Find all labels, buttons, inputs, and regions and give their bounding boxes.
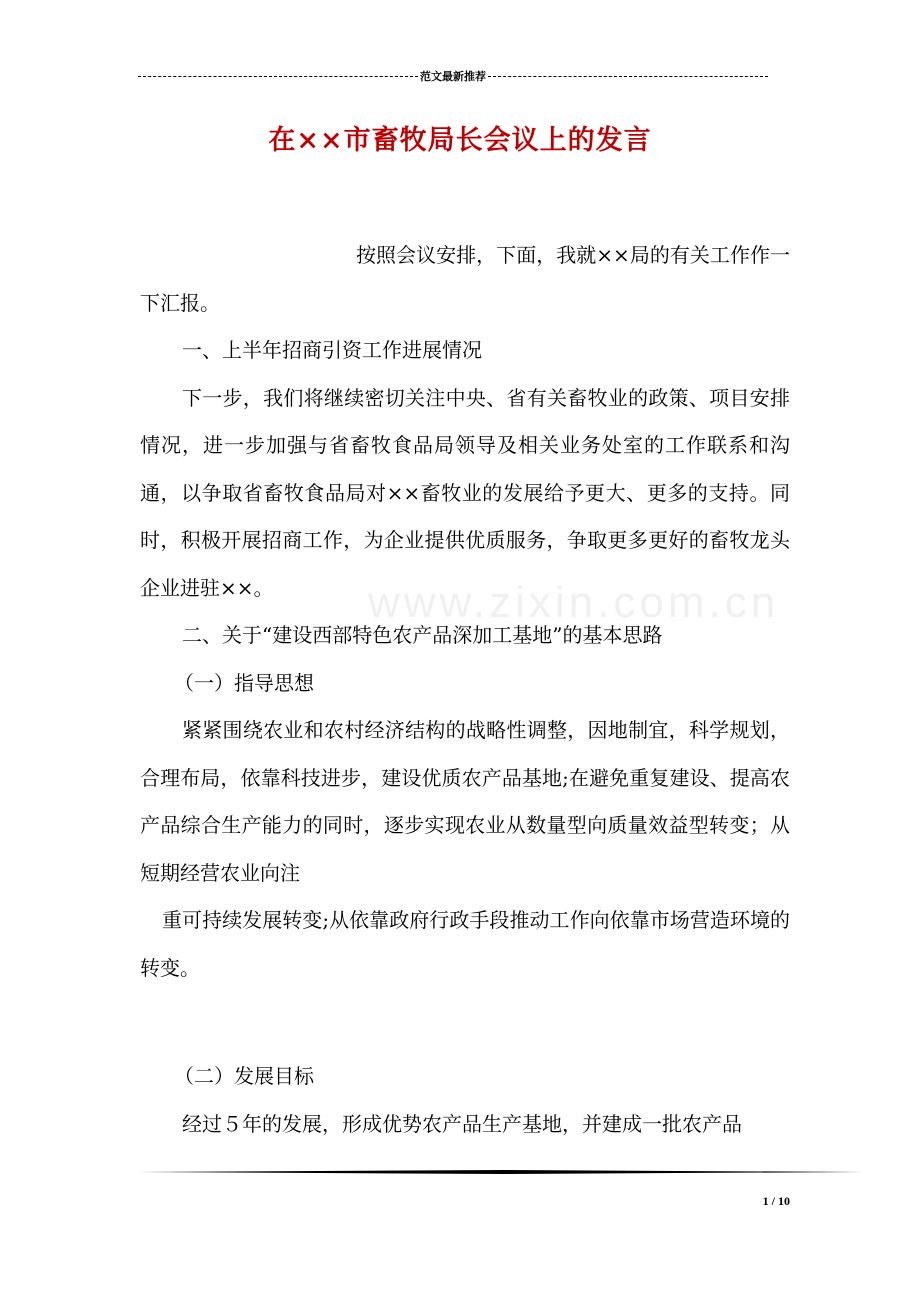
page-number: 1 / 10 bbox=[762, 1194, 790, 1208]
paragraph-development-goals: 经过５年的发展，形成优势农产品生产基地，并建成一批农产品 bbox=[182, 1111, 742, 1136]
paragraph-continuation: 重可持续发展转变;从依靠政府行政手段推动工作向依靠市场营造环境的转变。 bbox=[140, 908, 790, 980]
watermark: www.zixin.com.cn bbox=[368, 578, 780, 627]
paragraph-guiding-ideology: 紧紧围绕农业和农村经济结构的战略性调整，因地制宜，科学规划，合理布局，依靠科技进步，建设优质农产品基地;在避免重复建设、提高农产品综合生产能力的同时，逐步实现农业从数量型向质量效益型转变；从短期经营农业向注 bbox=[140, 718, 790, 885]
heading-development-goals: （二）发展目标 bbox=[174, 1064, 314, 1088]
header-label: 范文最新推荐 bbox=[420, 70, 486, 83]
paragraph-intro: 按照会议安排，下面，我就××局的有关工作作一下汇报。 bbox=[140, 243, 790, 315]
footer-rule bbox=[140, 1170, 864, 1174]
document-title: 在××市畜牧局长会议上的发言 bbox=[268, 125, 652, 156]
document-body-bottom bbox=[140, 1053, 790, 1148]
heading-section-2: 二、关于“建设西部特色农产品深加工基地”的基本思路 bbox=[182, 623, 663, 647]
header-line bbox=[138, 68, 768, 84]
paragraph-next-steps: 下一步，我们将继续密切关注中央、省有关畜牧业的政策、项目安排情况，进一步加强与省畜牧食品局领导及相关业务处室的工作联系和沟通，以争取省畜牧食品局对××畜牧业的发展给予更大、更多的支持。同时，积极开展招商工作，为企业提供优质服务，争取更多更好的畜牧龙头企业进驻××。 bbox=[140, 385, 790, 600]
heading-guiding-ideology: （一）指导思想 bbox=[174, 670, 314, 695]
heading-section-1: 一、上半年招商引资工作进展情况 bbox=[182, 338, 482, 362]
header-dash-left bbox=[138, 76, 418, 77]
document-body-top bbox=[140, 232, 790, 992]
header-dash-right bbox=[488, 76, 768, 77]
